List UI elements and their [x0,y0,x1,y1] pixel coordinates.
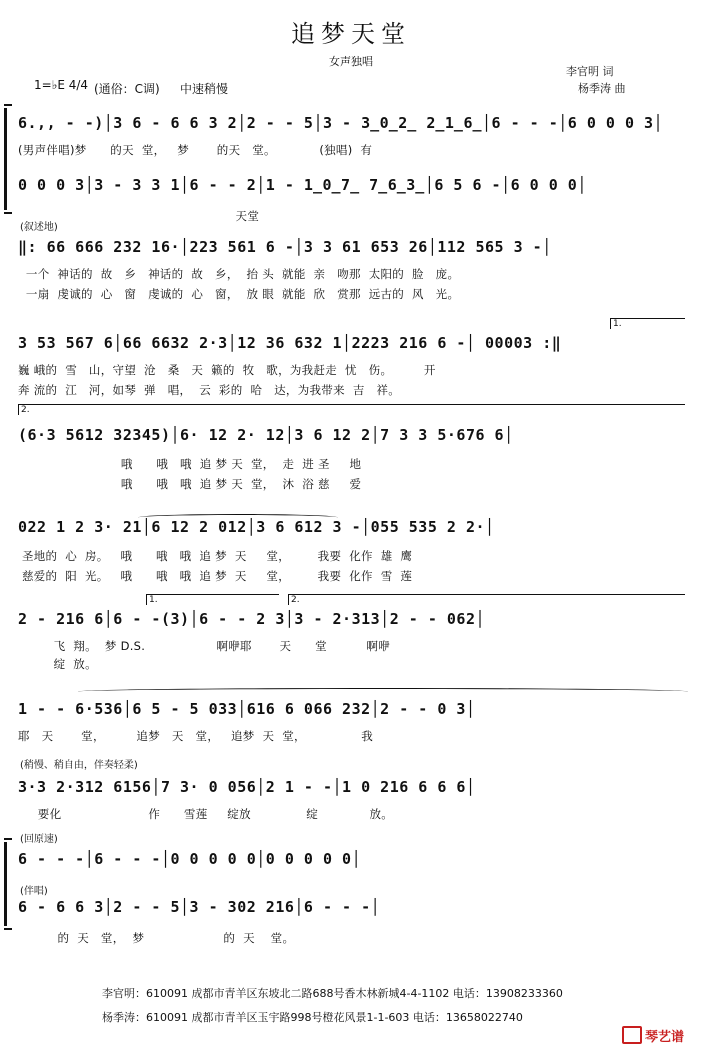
music-line: 6 - - -│6 - - -│0 0 0 0 0│0 0 0 0 0│ [18,850,362,868]
second-ending: 2. [18,404,685,415]
lyricist-credit: 李官明 词 [566,65,614,78]
music-line: ‖: 66 666 232 16·│223 561 6 -│3 3 61 653 26│112 565 3 -│ [18,238,552,256]
music-line: 022 1 2 3· 21│6 12 2 012│3 6 612 3 -│055 535 2 2·│ [18,518,495,536]
lyric-line: 哦 哦 哦 追 梦 天 堂， 沐 浴 慈 爱 [18,477,362,491]
expression-mark: (回原速) [20,834,58,845]
music-line: 3·3 2·312 6156│7 3· 0 056│2 1 - -│1 0 216 6 6 6│ [18,778,476,796]
system-bracket [4,842,7,926]
music-line: 2 - 216 6│6 - -(3)│6 - - 2 3│3 - 2·313│2 - - 062│ [18,610,486,628]
footer-contact-2: 杨季涛：610091 成都市青羊区玉宇路998号橙花风景1-1-603 电话：13658022740 [102,1011,523,1024]
score-system-3 [18,318,688,398]
logo-text: 琴艺谱 [644,1030,684,1045]
expression-mark: (稍慢、稍自由，伴奏轻柔) [20,760,138,771]
lyric-line: 巍 峨的 雪 山，守望 沧 桑 天 籁的 牧 歌，为我赶走 忧 伤。 开 [18,363,436,377]
key-note: (通俗：C调) [94,82,160,96]
score-system-9 [18,830,688,950]
key-signature: 1=♭E 4/4 [34,78,89,92]
expression-mark: (伴唱) [20,886,48,897]
lyric-line: 要化 作 雪莲 绽放 绽 放。 [18,807,394,821]
score-subtitle: 女声独唱 [329,55,373,68]
first-ending: 1. [146,594,279,605]
music-line: 6 - 6 6 3│2 - - 5│3 - 302 216│6 - - -│ [18,898,381,916]
lyric-line: 一个 神话的 故 乡 神话的 故 乡， 抬 头 就能 亲 吻那 太阳的 脸 庞。 [18,267,460,281]
music-line: 1 - - 6·536│6 5 - 5 033│616 6 066 232│2 - - 0 3│ [18,700,476,718]
lyric-line: 的 天 堂， 梦 的 天 堂。 [18,931,295,945]
score-system-1 [18,108,688,223]
lyric-line: 哦 哦 哦 追 梦 天 堂， 走 进 圣 地 [18,457,362,471]
music-line: 0 0 0 3│3 - 3 3 1│6 - - 2│1 - 1̲0̲7̲ 7̲6̲3̲│6 5 6 -│6 0 0 0│ [18,176,587,194]
music-line: (6·3 5612 32345)│6· 12 2· 12│3 6 12 2│7 3 3 5·676 6│ [18,426,514,444]
score-system-7 [18,686,688,748]
tempo-marking: 中速稍慢 [180,82,229,96]
site-logo [622,1026,684,1045]
second-ending: 2. [288,594,685,605]
lyric-line: 圣地的 心 房。 哦 哦 哦 追 梦 天 堂， 我要 化作 雄 鹰 [18,549,413,563]
logo-icon [622,1026,642,1044]
lyric-line: 奔 流的 江 河，如琴 弹 唱， 云 彩的 哈 达，为我带来 吉 祥。 [18,383,401,397]
score-system-6 [18,594,688,676]
lyric-line: 一扇 虔诚的 心 窗 虔诚的 心 窗， 放 眼 就能 欣 赏那 远古的 风 光。 [18,287,460,301]
music-line: 6.,, - -)│3 6 - 6 6 3 2│2 - - 5│3 - 3̲0̲2̲ 2̲1̲6̲│6 - - -│6 0 0 0 3│ [18,114,664,132]
lyric-line: 慈爱的 阳 光。 哦 哦 哦 追 梦 天 堂， 我要 化作 雪 莲 [18,569,413,583]
lyric-line: 绽 放。 [18,657,97,671]
music-line: 3 53 567 6│66 6632 2·3│12 36 632 1│2223 216 6 -│ 00003 :‖ [18,334,562,352]
footer-contact-1: 李官明：610091 成都市青羊区东坡北二路688号香木林新城4-4-1102 电话：13908233360 [102,987,563,1000]
score-title: 追梦天堂 [291,20,411,48]
score-system-2 [18,218,688,306]
lyric-line: (男声伴唱)梦 的天 堂， 梦 的天 堂。 (独唱) 有 [18,143,373,157]
lyric-line: 飞 翔。 梦 D.S. 啊咿耶 天 堂 啊咿 [18,639,391,653]
slur [78,688,688,695]
system-bracket [4,108,7,210]
score-system-5 [18,500,688,590]
lyric-line: 耶 天 堂， 追梦 天 堂， 追梦 天 堂， 我 [18,729,373,743]
score-system-4 [18,404,688,494]
expression-mark: (叙述地) [20,222,58,233]
score-system-8 [18,756,688,822]
lyric-line: 天堂 [18,209,260,223]
composer-credit: 杨季涛 曲 [578,82,626,95]
first-ending: 1. [610,318,685,329]
